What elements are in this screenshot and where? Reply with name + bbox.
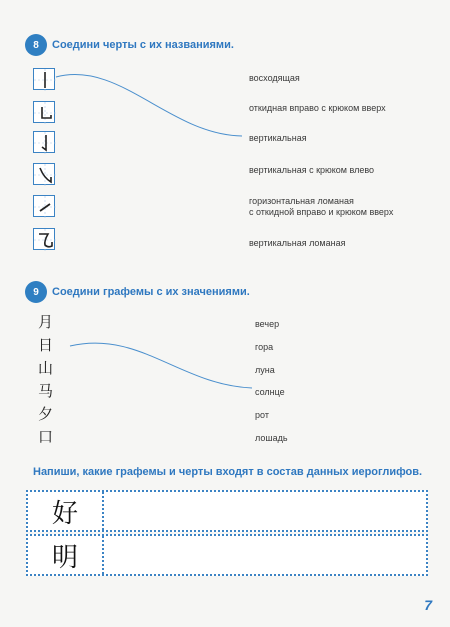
exercise-8-number: 8 — [25, 34, 47, 56]
character-cell-1: 好 — [28, 492, 104, 530]
character-cell-2: 明 — [28, 536, 104, 574]
grapheme-1: 月 — [38, 313, 54, 331]
stroke-box-3 — [33, 131, 55, 153]
grapheme-5: 夕 — [38, 405, 54, 423]
rising-stroke-icon — [34, 196, 56, 218]
meaning-6: лошадь — [255, 433, 288, 443]
stroke-name-6: вертикальная ломаная — [249, 238, 346, 248]
stroke-box-2 — [33, 101, 55, 123]
meaning-5: рот — [255, 410, 269, 420]
meaning-3: луна — [255, 365, 275, 375]
stroke-name-3: вертикальная — [249, 133, 307, 143]
stroke-name-2: откидная вправо с крюком вверх — [249, 103, 386, 113]
grapheme-4: 马 — [38, 382, 54, 400]
horizontal-bend-hook-stroke-icon — [34, 229, 56, 251]
stroke-box-1 — [33, 68, 55, 90]
vertical-bend-stroke-icon — [34, 102, 56, 124]
stroke-name-5b: с откидной вправо и крюком вверх — [249, 207, 394, 217]
meaning-1: вечер — [255, 319, 280, 329]
writing-row-2[interactable] — [26, 534, 428, 576]
exercise-9-number: 9 — [25, 281, 47, 303]
grapheme-6: 口 — [38, 428, 54, 446]
vertical-stroke-icon — [34, 69, 56, 91]
meaning-2: гора — [255, 342, 274, 352]
meaning-4: солнце — [255, 387, 285, 397]
page-number: 7 — [424, 597, 432, 613]
stroke-name-4: вертикальная с крюком влево — [249, 165, 375, 175]
falling-hook-stroke-icon — [34, 164, 56, 186]
vertical-hook-left-stroke-icon — [34, 132, 56, 154]
exercise-8-heading: Соедини черты с их названиями. — [52, 39, 234, 51]
stroke-box-4 — [33, 163, 55, 185]
grapheme-2: 日 — [38, 336, 54, 354]
grapheme-3: 山 — [38, 359, 54, 377]
stroke-box-5 — [33, 195, 55, 217]
stroke-name-1: восходящая — [249, 73, 300, 83]
stroke-box-6 — [33, 228, 55, 250]
exercise-9-heading: Соедини графемы с их значениями. — [52, 286, 250, 298]
task-heading: Напиши, какие графемы и черты входят в состав данных иероглифов. — [33, 466, 423, 478]
writing-row-1[interactable] — [26, 490, 428, 532]
stroke-name-5a: горизонтальная ломаная — [249, 196, 354, 206]
